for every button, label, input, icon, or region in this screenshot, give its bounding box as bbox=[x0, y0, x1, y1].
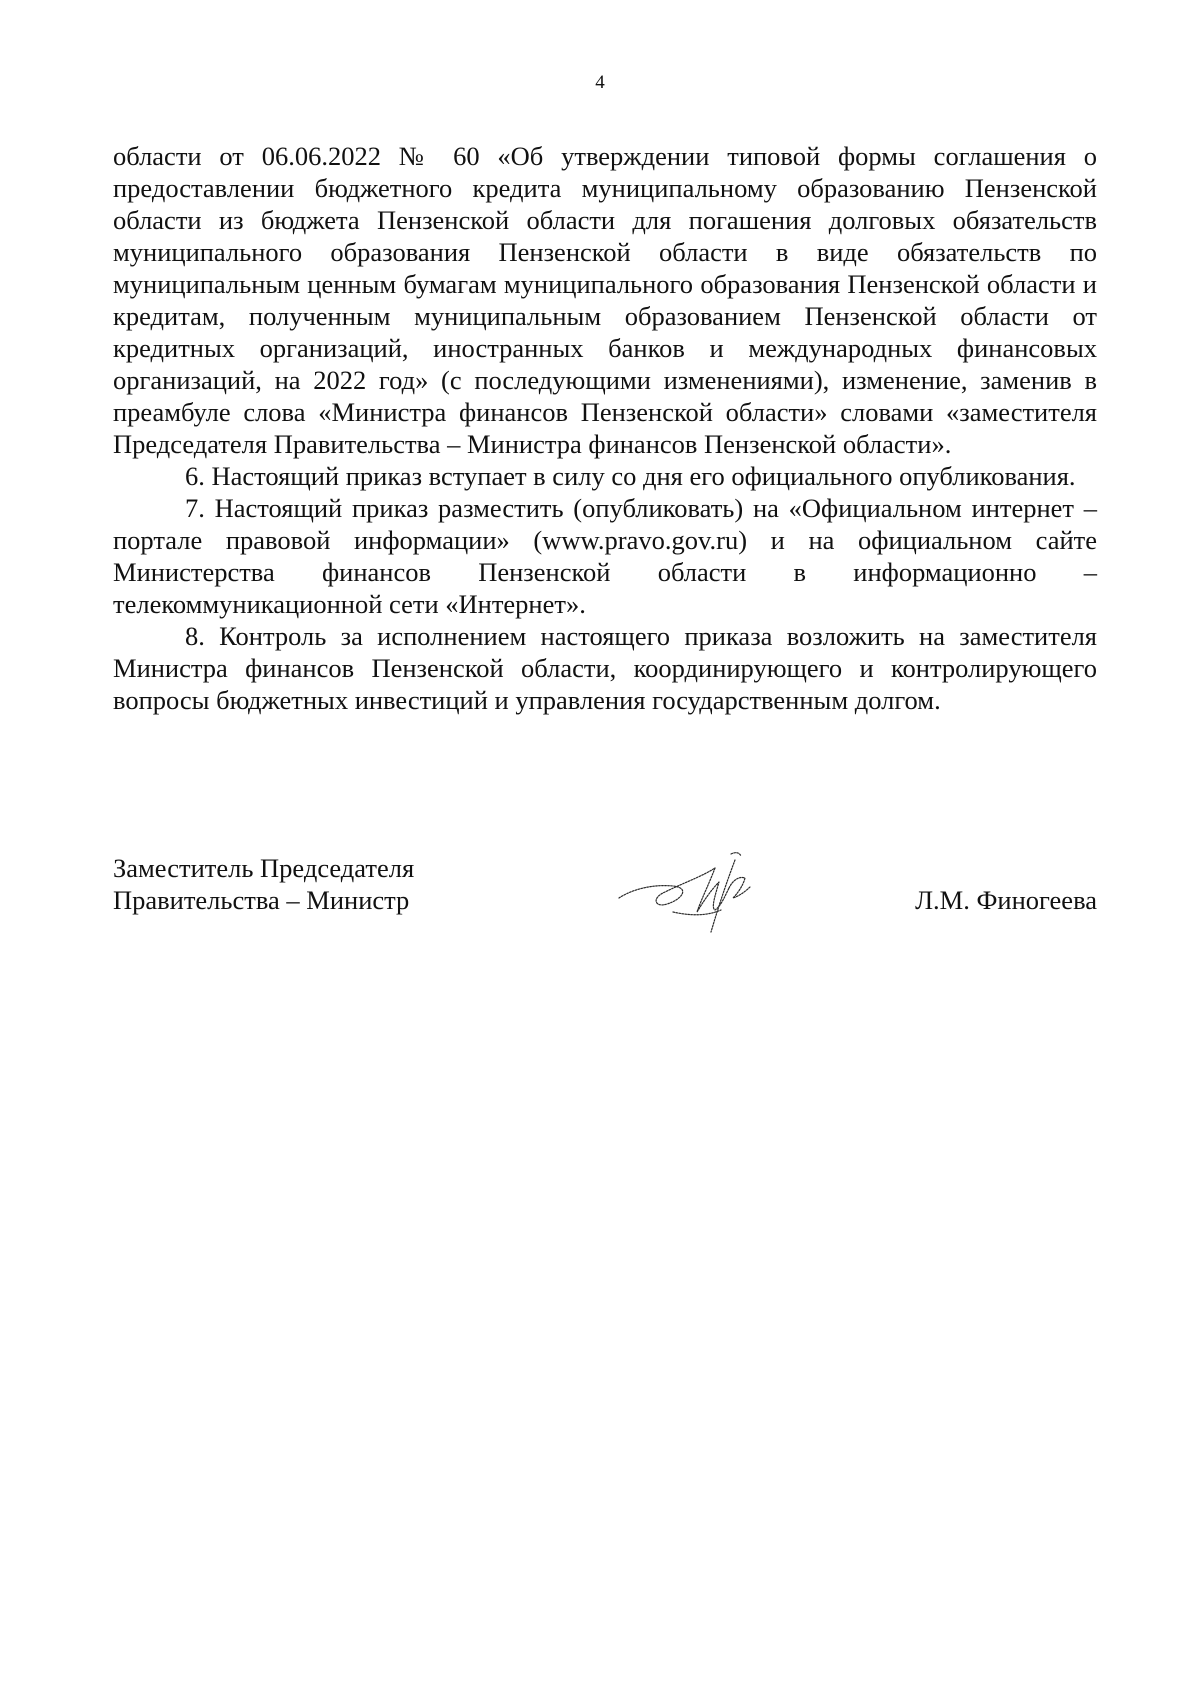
signatory-name: Л.М. Финогеева bbox=[915, 885, 1097, 915]
signature-block bbox=[113, 852, 1097, 962]
page-number: 4 bbox=[595, 72, 605, 93]
paragraph-continuation: области от 06.06.2022 № 60 «Об утверждении типовой формы соглашения о предоставлении бюджетного кредита муниципальному образованию Пензенской области из бюджета Пензенской области для погашения долговых обязательств муниципального образования Пензенской области в виде обязательств по муниципальным ценным бумагам муниципального образования Пензенской области и кредитам, полученным муниципальным образованием Пензенской области от кредитных организаций, иностранных банков и международных финансовых организаций, на 2022 год» (с последующими изменениями), изменение, заменив в преамбуле слова «Министра финансов Пензенской области» словами «заместителя Председателя Правительства – Министра финансов Пензенской области». bbox=[113, 141, 1097, 459]
paragraph-item-8: 8. Контроль за исполнением настоящего приказа возложить на заместителя Министра финансов Пензенской области, координирующего и контролирующего вопросы бюджетных инвестиций и управления государственным долгом. bbox=[113, 621, 1097, 715]
signatory-position-line-1: Заместитель Председателя bbox=[113, 853, 415, 883]
signatory-position bbox=[113, 852, 414, 916]
handwritten-signature bbox=[611, 846, 781, 936]
paragraph-item-6: 6. Настоящий приказ вступает в силу со дня его официального опубликования. bbox=[185, 461, 1076, 491]
signatory-position-line-2: Правительства – Министр bbox=[113, 885, 410, 915]
document-body bbox=[113, 140, 1097, 716]
paragraph-item-7: 7. Настоящий приказ разместить (опубликовать) на «Официальном интернет – портале правовой информации» (www.pravo.gov.ru) и на официальном сайте Министерства финансов Пензенской области в информационно – телекоммуникационной сети «Интернет». bbox=[113, 493, 1097, 619]
